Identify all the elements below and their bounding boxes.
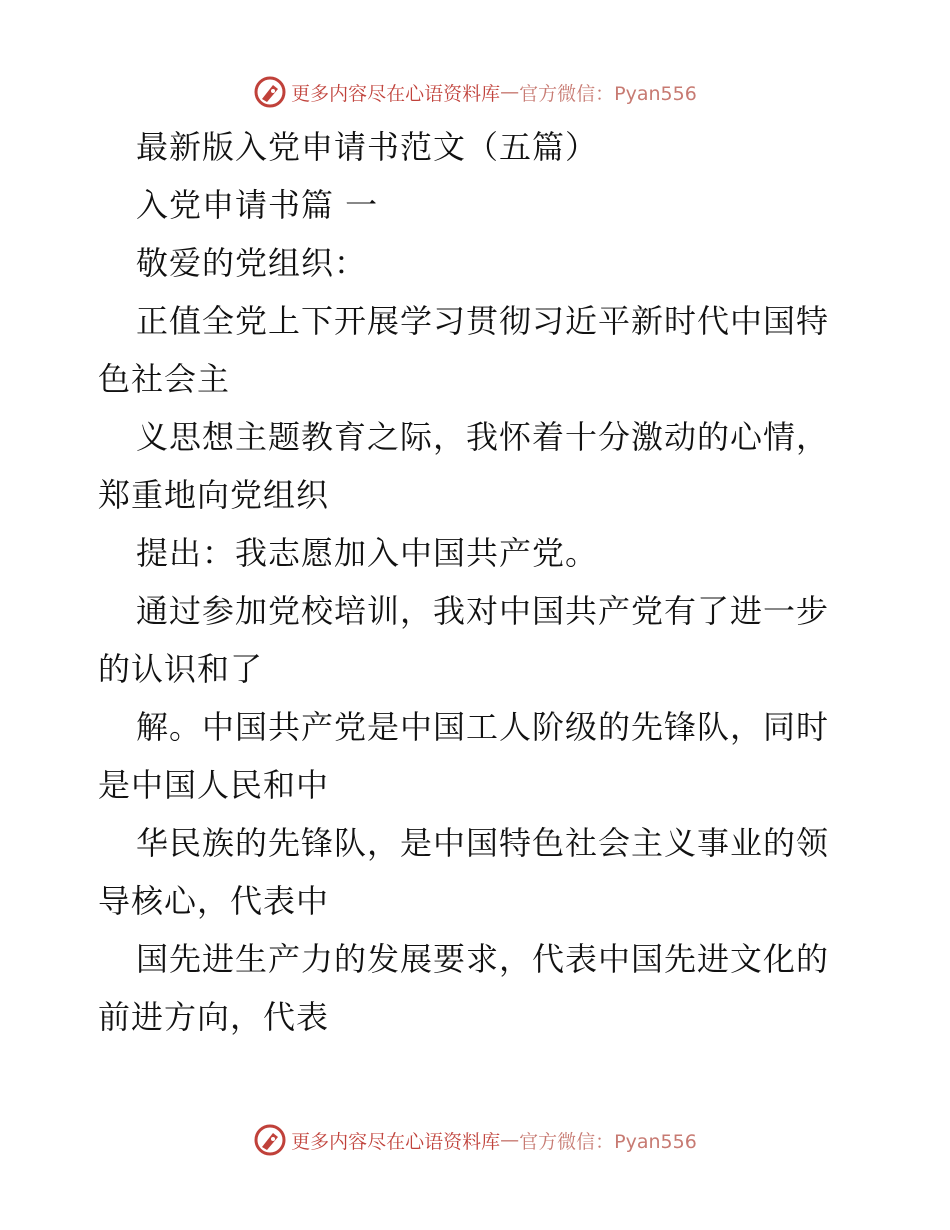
banner-wechat-text: 官方微信：Pyan556 <box>519 1130 697 1153</box>
footer-banner <box>0 1120 950 1160</box>
paragraph-line: 解。中国共产党是中国工人阶级的先锋队，同时 <box>136 708 830 746</box>
paragraph-line: 郑重地向党组织 <box>98 476 330 514</box>
paragraph-line: 通过参加党校培训，我对中国共产党有了进一步 <box>136 592 830 630</box>
salutation: 敬爱的党组织： <box>136 244 368 282</box>
banner-text: 更多内容尽在心语资料库 <box>291 1130 501 1153</box>
document-body <box>98 118 868 1046</box>
banner-wechat-text: 官方微信：Pyan556 <box>519 82 697 105</box>
pen-nib-circle-icon <box>253 1123 287 1157</box>
paragraph-line: 的认识和了 <box>98 650 264 688</box>
paragraph-line: 华民族的先锋队，是中国特色社会主义事业的领 <box>136 824 830 862</box>
document-title: 最新版入党申请书范文（五篇） <box>136 128 599 166</box>
section-heading: 入党申请书篇 一 <box>136 186 379 224</box>
paragraph-line: 国先进生产力的发展要求，代表中国先进文化的 <box>136 940 830 978</box>
paragraph-line: 导核心，代表中 <box>98 882 330 920</box>
banner-separator: — <box>500 1129 520 1151</box>
paragraph-line: 提出：我志愿加入中国共产党。 <box>136 534 599 572</box>
paragraph-line: 是中国人民和中 <box>98 766 330 804</box>
banner-separator: — <box>500 81 520 103</box>
paragraph-line: 色社会主 <box>98 360 231 398</box>
banner-text: 更多内容尽在心语资料库 <box>291 82 501 105</box>
pen-nib-circle-icon <box>253 75 287 109</box>
header-banner <box>0 72 950 112</box>
paragraph-line: 前进方向，代表 <box>98 998 330 1036</box>
paragraph-line: 义思想主题教育之际，我怀着十分激动的心情， <box>136 418 830 456</box>
paragraph-line: 正值全党上下开展学习贯彻习近平新时代中国特 <box>136 302 830 340</box>
